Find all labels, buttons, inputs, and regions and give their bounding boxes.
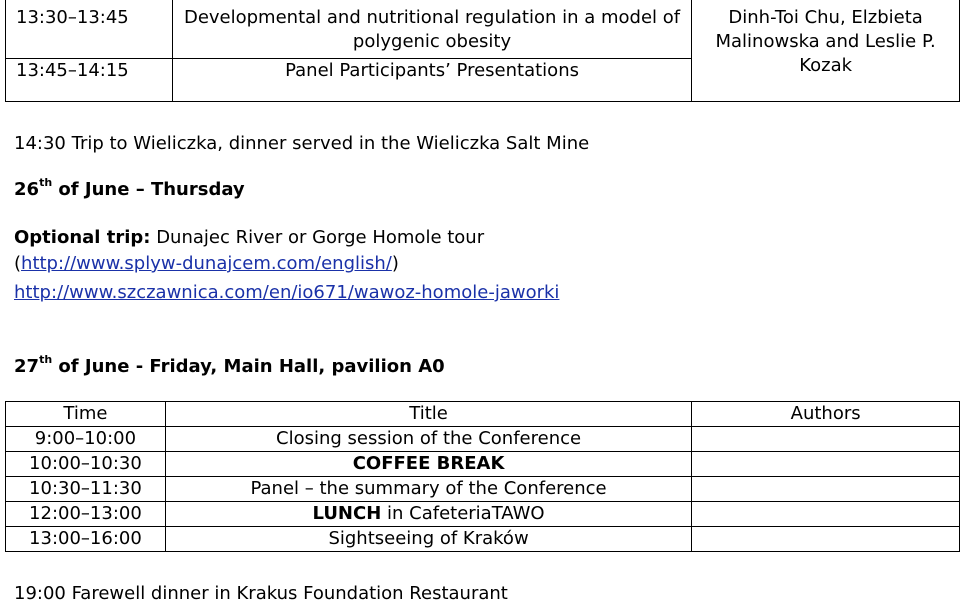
table-row (6, 527, 960, 552)
row-time: 10:00–10:30 (6, 452, 166, 477)
row-title: Closing session of the Conference (165, 427, 691, 452)
row-title: COFFEE BREAK (165, 452, 691, 477)
row-time: 13:00–16:00 (6, 527, 166, 552)
day-number: 27 (14, 356, 40, 377)
day-label: of June - Friday, Main Hall, pavilion A0 (52, 356, 445, 377)
session-title: Panel Participants’ Presentations (285, 60, 579, 81)
row-time: 12:00–13:00 (6, 502, 166, 527)
link-splyw-dunajcem[interactable]: http://www.splyw-dunajcem.com/english/ (21, 253, 392, 274)
day-label: of June – Thursday (52, 179, 245, 200)
day-heading-26 (14, 177, 245, 203)
time-cell (6, 59, 173, 102)
optional-trip-label: Optional trip: (14, 227, 151, 248)
link-szczawnica[interactable]: http://www.szczawnica.com/en/io671/wawoz-homole-jaworki (14, 282, 560, 303)
optional-trip-line (14, 225, 484, 251)
day-suffix: th (39, 353, 53, 366)
lunch-label: LUNCH (312, 503, 382, 524)
table-row (6, 477, 960, 502)
session-title: Developmental and nutritional regulation in a model of polygenic obesity (183, 7, 681, 52)
lunch-location: in CafeteriaTAWO (381, 503, 545, 524)
time-cell (6, 0, 173, 59)
day-suffix: th (39, 176, 53, 189)
header-title: Title (165, 402, 691, 427)
row-time: 9:00–10:00 (6, 427, 166, 452)
table-header-row (6, 402, 960, 427)
table-row (6, 427, 960, 452)
program-table-top (5, 0, 960, 102)
row-title: Panel – the summary of the Conference (165, 477, 691, 502)
authors-cell (692, 0, 960, 102)
title-cell (172, 0, 691, 59)
row-title: Sightseeing of Kraków (165, 527, 691, 552)
farewell-line: 19:00 Farewell dinner in Krakus Foundation Restaurant (14, 583, 508, 604)
table-row (6, 502, 960, 527)
row-authors (692, 427, 960, 452)
header-authors: Authors (692, 402, 960, 427)
paren-close: ) (391, 253, 399, 274)
session-time: 13:45–14:15 (16, 60, 129, 81)
schedule-table (5, 401, 960, 552)
optional-trip-text: Dunajec River or Gorge Homole tour (150, 227, 485, 248)
row-title (165, 502, 691, 527)
row-authors (692, 477, 960, 502)
session-authors: Dinh-Toi Chu, Elzbieta Malinowska and Leslie P. Kozak (715, 7, 936, 76)
day-number: 26 (14, 179, 40, 200)
session-time: 13:30–13:45 (16, 7, 129, 28)
row-authors (692, 452, 960, 477)
trip-line: 14:30 Trip to Wieliczka, dinner served in the Wieliczka Salt Mine (14, 133, 590, 154)
row-authors (692, 502, 960, 527)
paren-open: ( (14, 253, 22, 274)
table-row (6, 452, 960, 477)
day-heading-27 (14, 354, 445, 380)
title-cell (172, 59, 691, 102)
row-time: 10:30–11:30 (6, 477, 166, 502)
link-line-2 (14, 280, 559, 306)
header-time: Time (6, 402, 166, 427)
row-authors (692, 527, 960, 552)
link-line-1 (14, 251, 399, 277)
